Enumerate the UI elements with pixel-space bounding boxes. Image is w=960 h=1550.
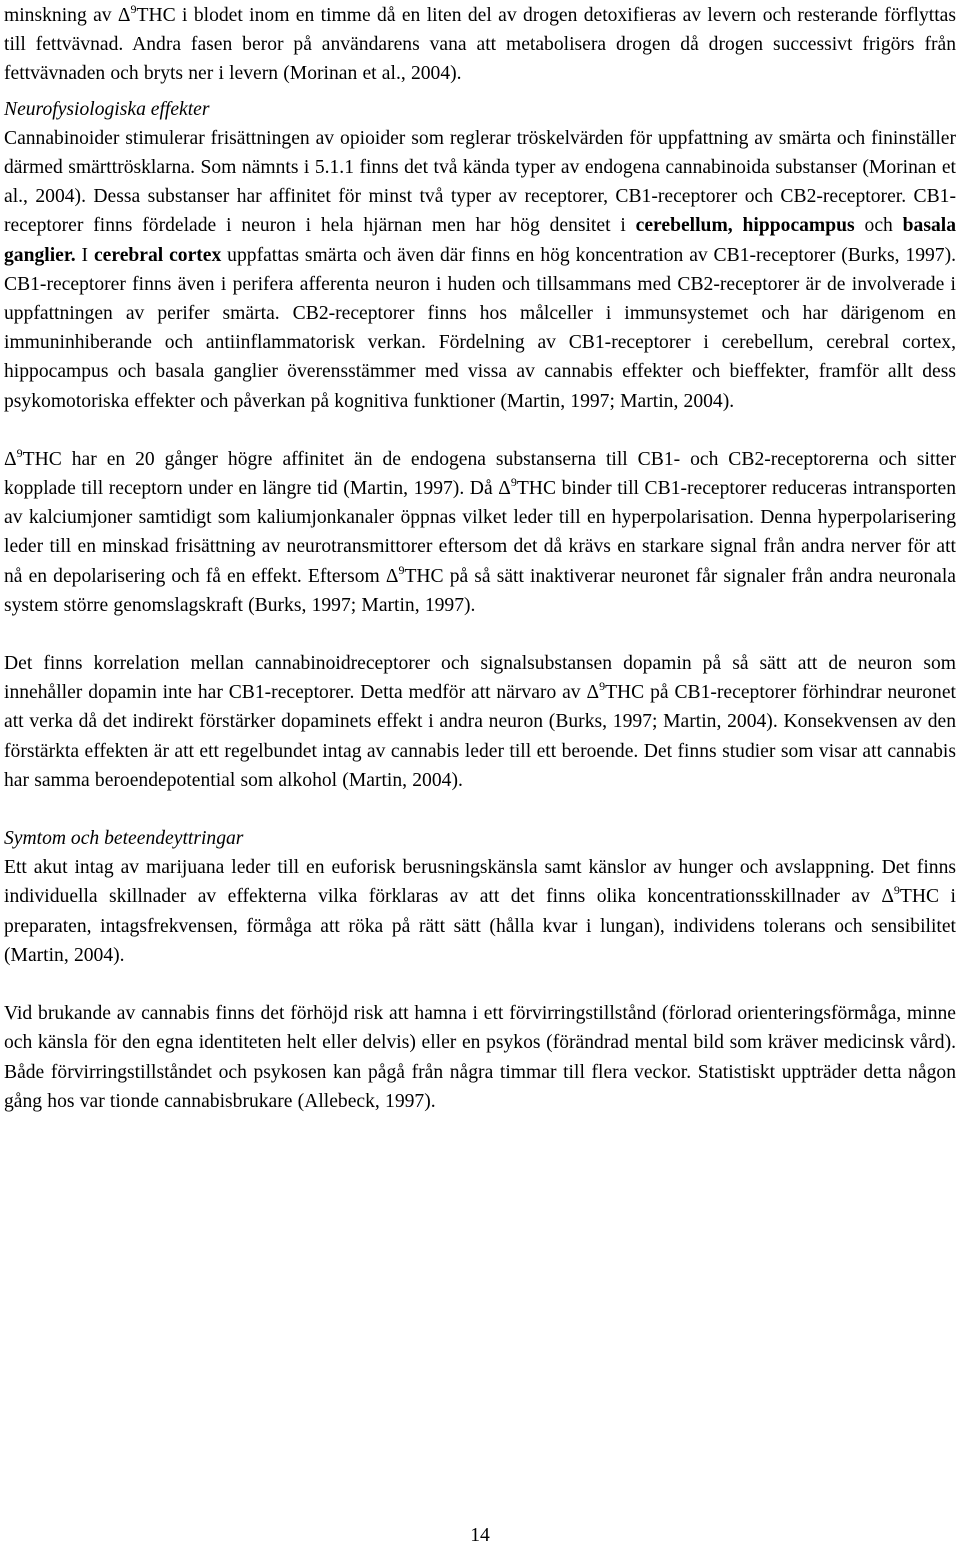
text-run: THC på CB1-receptorer förhindrar neuronet att verka då det indirekt förstärker dopaminets effekt i andra neuron (Burks, 1997; Martin, 2004). Konsekvensen av den förstärkta effekten är att ett regelbundet intag av cannabis leder till ett beroende. Det finns studier som visar att cannabis har samma beroendepotential som alkohol (Martin, 2004). — [4, 682, 956, 791]
superscript-nine: 9 — [16, 445, 23, 460]
delta-symbol: Δ — [117, 5, 131, 26]
text-run: Cannabinoider stimulerar frisättningen av opioider som reglerar tröskelvärden för uppfattning av smärta och fininställer därmed smärttrösklarna. Som nämnts i 5.1.1 finns det två kända typer av endogena cannabinoida substanser (Morinan et al., 2004). Dessa substanser har affinitet för minst två typer av receptorer, CB1-receptorer och CB2-receptorer. CB1-receptorer finns fördelade i neuron i hela hjärnan men har hög densitet i — [4, 127, 956, 237]
heading-symtom-och-beteendeyttringar: Symtom och beteendeyttringar — [4, 828, 244, 850]
superscript-nine: 9 — [599, 679, 606, 694]
paragraph-dopamine-correlation — [4, 649, 956, 795]
spacer — [4, 620, 956, 649]
bold-term: basala ganglier. — [4, 215, 957, 266]
paragraph-psychosis-risk: Vid brukande av cannabis finns det förhöjd risk att hamna i ett förvirringstillstånd (förlorad orienteringsförmåga, minne och känsla för den egna identiteten helt eller delvis) eller en psykos (förändrad mental bild som kräver medicinsk vård). Både förvirringstillståndet och psykosen kan pågå från några timmar till flera veckor. Statistiskt uppträder detta någon gång hos var tionde cannabisbrukare (Allebeck, 1997). — [4, 1003, 956, 1112]
delta-symbol: Δ — [4, 448, 17, 470]
document-page — [4, 0, 956, 1116]
text-run: THC har en 20 gånger högre affinitet än de endogena substanserna till CB1- och CB2-receptorerna och sitter kopplade till receptorn under en längre tid (Martin, 1997). Då — [4, 448, 956, 500]
delta-symbol: Δ — [881, 886, 894, 908]
paragraph-cannabinoid-receptors — [4, 124, 956, 416]
paragraph-thc-affinity — [4, 445, 956, 620]
text-run: Ett akut intag av marijuana leder till en euforisk berusningskänsla samt känslor av hunger och avslappning. Det finns individuella skillnader av effekterna vilka förklaras av att det finns olika koncentrationsskillnader av — [4, 857, 956, 908]
paragraph-acute-intake — [4, 853, 956, 970]
superscript-nine: 9 — [510, 475, 517, 490]
bold-term: cerebral cortex — [93, 244, 222, 266]
text-run: THC i preparaten, intagsfrekvensen, förmåga att röka på rätt sätt (hålla kvar i lungan), individens tolerans och sensibilitet (Martin, 2004). — [4, 886, 956, 966]
paragraph-metabolism — [4, 1, 956, 89]
delta-symbol: Δ — [586, 682, 600, 704]
superscript-nine: 9 — [130, 2, 137, 16]
delta-symbol: Δ — [385, 565, 399, 587]
text-run: THC på så sätt inaktiverar neuronet får signaler från andra neuronala system större genomslagskraft (Burks, 1997; Martin, 1997). — [4, 565, 956, 616]
heading-neurofysiologiska-effekter: Neurofysiologiska effekter — [4, 98, 210, 120]
text-run: och — [854, 215, 903, 237]
text-run: minskning av — [4, 5, 118, 26]
page-number: 14 — [470, 1525, 490, 1546]
text-run: I — [75, 244, 94, 266]
delta-symbol: Δ — [498, 478, 511, 500]
superscript-nine: 9 — [398, 562, 405, 577]
superscript-nine: 9 — [893, 883, 900, 898]
text-run: THC i blodet inom en timme då en liten del av drogen detoxifieras av levern och resterande förflyttas till fettvävnad. Andra fasen beror på användarens vana att metabolisera drogen då drogen successivt frigörs från fettvävnaden och bryts ner i levern (Morinan et al., 2004). — [4, 5, 956, 85]
spacer — [4, 416, 956, 445]
spacer — [4, 970, 956, 999]
bold-term: cerebellum, hippocampus — [635, 215, 855, 237]
text-run: uppfattas smärta och även där finns en hög koncentration av CB1-receptorer (Burks, 1997). CB1-receptorer finns även i perifera afferenta neuron i huden och tillsammans med CB2-receptorer är de involverade i uppfattningen av perifer smärta. CB2-receptorer finns hos målceller i immunsystemet och har därigenom en immuninhiberande och antiinflammatorisk verkan. Fördelning av CB1-receptorer i cerebellum, cerebral cortex, hippocampus och basala ganglier överensstämmer med vissa av cannabis effekter och bieffekter, framför allt dess psykomotoriska effekter och påverkan på kognitiva funktioner (Martin, 1997; Martin, 2004). — [4, 244, 957, 412]
text-run: THC binder till CB1-receptorer reduceras intransporten av kalciumjoner samtidigt som kaliumjonkanaler öppnas vilket leder till en hyperpolarisation. Denna hyperpolarisering leder till en minskad frisättning av neurotransmittorer eftersom det då krävs en starkare signal från andra nerver för att nå en depolarisering och få en effekt. Eftersom — [4, 478, 956, 587]
text-run: Det finns korrelation mellan cannabinoidreceptorer och signalsubstansen dopamin på så sätt att de neuron som innehåller dopamin inte har CB1-receptorer. Detta medför att närvaro av — [4, 653, 956, 704]
spacer — [4, 795, 956, 824]
